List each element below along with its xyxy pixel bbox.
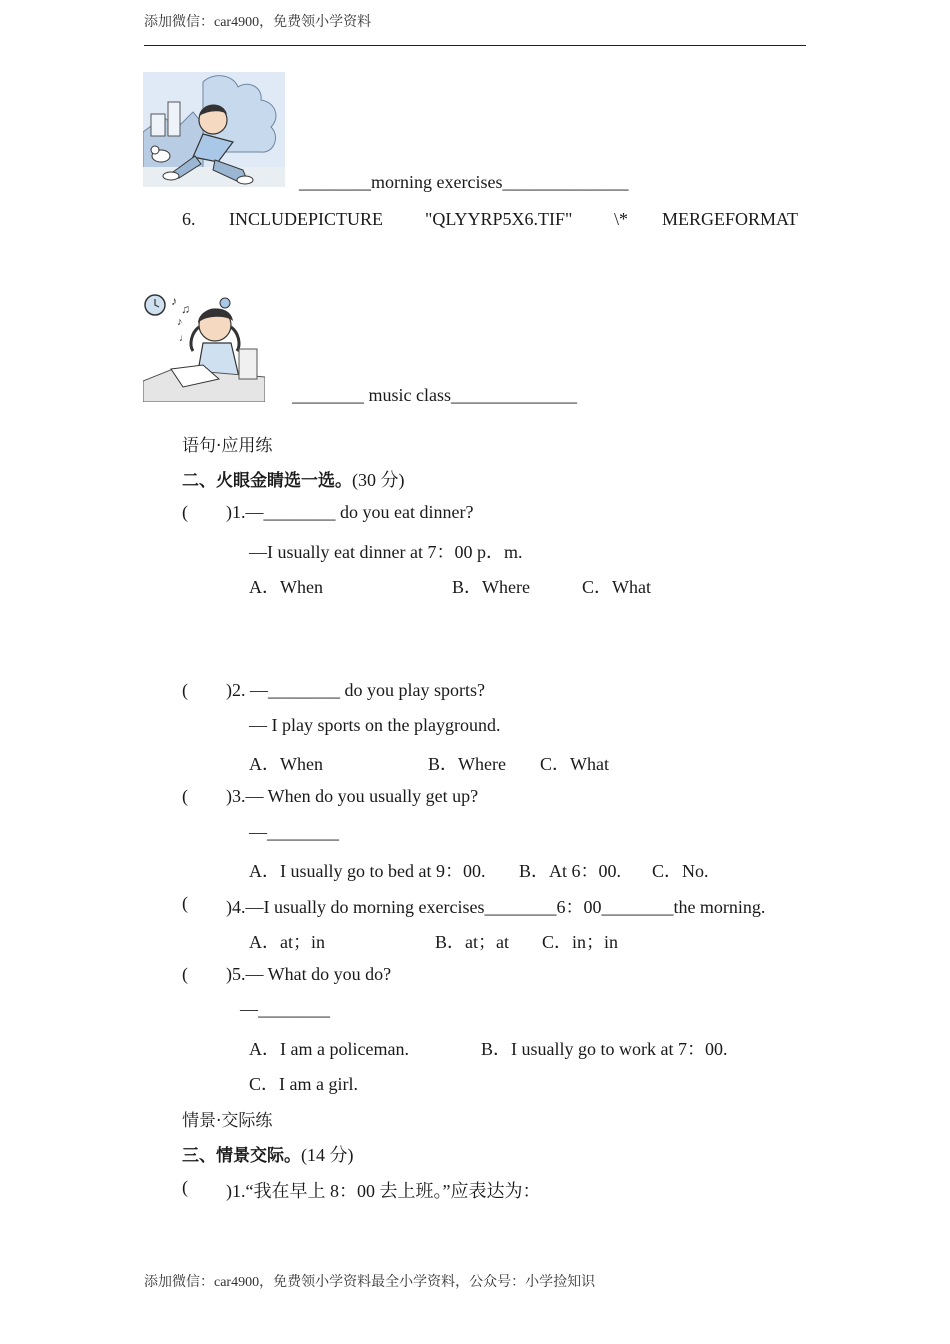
question-stem: )5.— What do you do? [226, 964, 392, 984]
option-b: B．At 6：00. [519, 861, 622, 881]
section-two-score: (30 分) [352, 470, 405, 490]
question-stem: )1.—________ do you eat dinner? [226, 502, 474, 522]
question-stem: )4.—I usually do morning exercises________6：00________the morning. [226, 897, 766, 917]
option-c: C．No. [652, 861, 709, 881]
question-stem: )2. —________ do you play sports? [226, 680, 485, 700]
section-three-heading [182, 1141, 354, 1167]
field-code-filename: "QLYYRP5X6.TIF" [425, 209, 573, 229]
option-c: C．in；in [542, 932, 619, 952]
section-label-sentence-practice: 语句·应用练 [182, 436, 273, 456]
svg-text:♩: ♩ [179, 333, 189, 344]
section-two-heading [182, 466, 405, 492]
morning-exercises-illustration [143, 72, 285, 187]
header-rule [144, 45, 806, 46]
section-three-title: 三、情景交际。 [182, 1146, 301, 1166]
option-a: A．I usually go to bed at 9：00. [249, 861, 486, 881]
option-c: C．What [540, 754, 609, 774]
option-a: A．at；in [249, 932, 325, 952]
question-stem: )1.“我在早上 8：00 去上班。”应表达为： [226, 1181, 541, 1201]
option-c: C．What [582, 577, 651, 597]
section-three-score: (14 分) [301, 1145, 354, 1165]
question-answer-line: —________ [240, 999, 330, 1019]
page-footer: 添加微信：car4900，免费领小学资料最全小学资料，公众号：小学捡知识 [144, 1275, 596, 1290]
option-c: C．I am a girl. [249, 1074, 358, 1094]
question-paren: ( [182, 1177, 188, 1197]
page-header: 添加微信：car4900，免费领小学资料 [144, 15, 372, 30]
question-paren: ( [182, 680, 188, 700]
option-b: B．Where [428, 754, 506, 774]
question-paren: ( [182, 502, 188, 522]
field-code-word: INCLUDEPICTURE [229, 209, 383, 229]
svg-text:♫: ♫ [181, 302, 190, 316]
option-a: A．When [249, 754, 323, 774]
question-answer-line: —________ [249, 822, 339, 842]
option-a: A．When [249, 577, 323, 597]
option-b: B．Where [452, 577, 530, 597]
question-answer-line: —I usually eat dinner at 7：00 p．m. [249, 542, 523, 562]
picture-caption-morning-exercises: ________morning exercises______________ [299, 172, 629, 192]
question-paren: ( [182, 786, 188, 806]
question-stem: )3.— When do you usually get up? [226, 786, 479, 806]
field-code-switch: \* [614, 209, 629, 229]
field-code-format: MERGEFORMAT [662, 209, 799, 229]
svg-text:♪: ♪ [177, 316, 183, 328]
question-paren: ( [182, 964, 188, 984]
picture-caption-music-class: ________ music class______________ [292, 385, 577, 405]
option-a: A．I am a policeman. [249, 1039, 409, 1059]
svg-text:♪: ♪ [171, 294, 177, 308]
question-answer-line: — I play sports on the playground. [249, 715, 501, 735]
section-two-title: 二、火眼金睛选一选。 [182, 471, 352, 491]
option-b: B．at；at [435, 932, 509, 952]
field-code-number: 6. [182, 209, 196, 229]
option-b: B．I usually go to work at 7：00. [481, 1039, 728, 1059]
question-paren: ( [182, 893, 188, 913]
music-class-illustration [143, 291, 265, 402]
section-label-communication-practice: 情景·交际练 [182, 1111, 273, 1131]
